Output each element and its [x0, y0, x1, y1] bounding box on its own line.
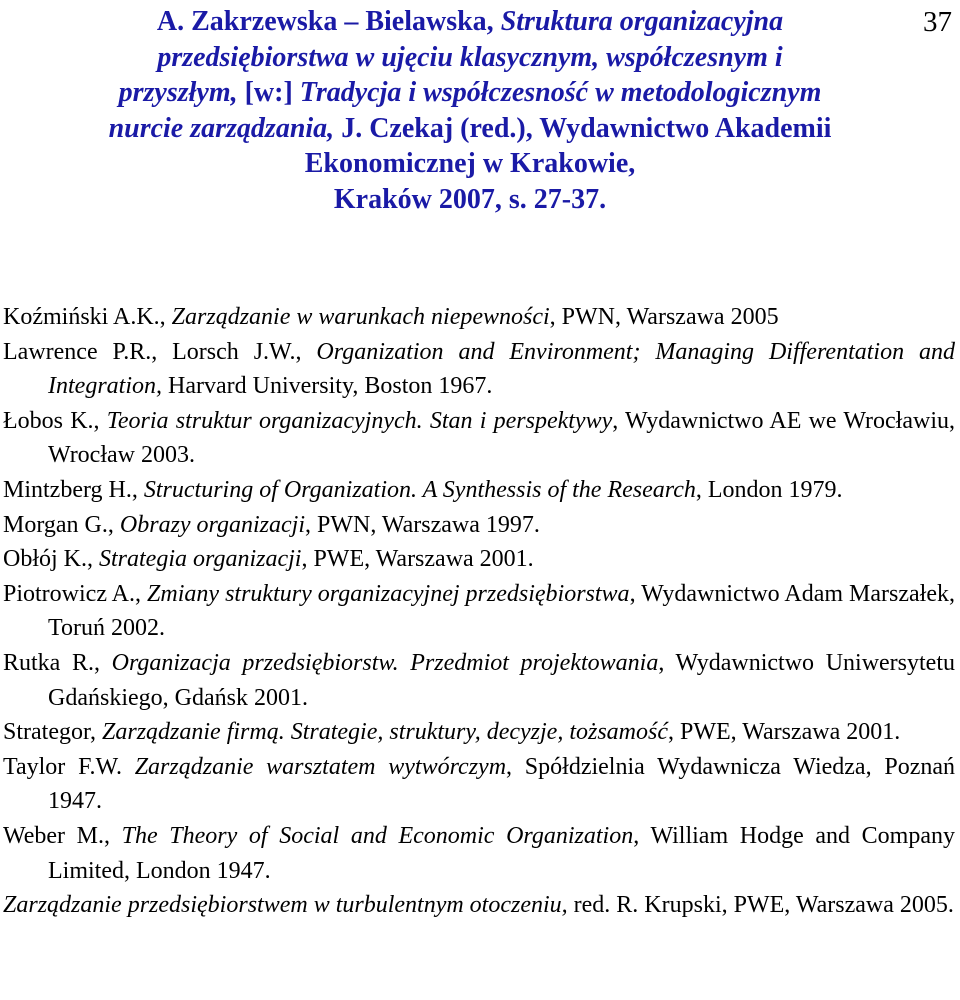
text-segment: A. Zakrzewska – Bielawska, — [156, 6, 501, 37]
text-segment: , Wydawnictwo AE we Wrocławiu, Wrocław 2003. — [48, 407, 955, 469]
text-segment: , PWE, Warszawa 2001. — [667, 719, 901, 746]
header-line — [0, 75, 940, 111]
bibliography-entry — [3, 542, 955, 577]
bibliography-list — [3, 300, 955, 923]
page-number: 37 — [923, 6, 952, 38]
bibliography-entry — [3, 335, 955, 404]
bibliography-entry — [3, 819, 955, 888]
text-segment: Strategor, — [3, 719, 103, 746]
text-segment: Łobos K., — [3, 407, 107, 434]
header-line — [0, 111, 940, 147]
bibliography-entry — [3, 646, 955, 715]
text-segment: Lawrence P.R., Lorsch J.W., — [3, 338, 317, 365]
header-citation — [0, 4, 940, 217]
italic-segment: Organization and Environment; Managing Differentation and Integration, — [48, 338, 955, 400]
text-segment: , Wydawnictwo Uniwersytetu Gdańskiego, Gdańsk 2001. — [48, 649, 955, 711]
text-segment: Ekonomicznej w Krakowie, — [304, 148, 636, 179]
bibliography-entry — [3, 750, 955, 819]
text-segment: Obłój K., — [3, 546, 99, 573]
text-segment: , PWN, Warszawa 1997. — [305, 511, 540, 538]
bibliography-entry — [3, 715, 955, 750]
text-segment: Kraków 2007, s. 27-37. — [333, 183, 607, 215]
text-segment: Morgan G., — [3, 511, 120, 538]
bibliography-entry — [3, 577, 955, 646]
text-segment: [w:] — [244, 77, 300, 108]
bibliography-entry — [3, 473, 955, 508]
header-line — [0, 4, 940, 40]
italic-segment: Zarządzanie w warunkach niepewności — [171, 304, 550, 330]
italic-segment: Obrazy organizacji — [119, 511, 305, 538]
text-segment: , PWN, Warszawa 2005 — [549, 304, 779, 330]
text-segment: Harvard University, Boston 1967. — [162, 373, 493, 400]
italic-segment: przedsiębiorstwa w ujęciu klasycznym, współczesnym i — [157, 41, 783, 73]
italic-segment: Zarządzanie przedsiębiorstwem w turbulentnym otoczeniu, — [3, 892, 568, 919]
text-segment: , William Hodge and Company Limited, London 1947. — [48, 822, 956, 884]
header-line — [0, 182, 940, 218]
text-segment: , Wydawnictwo Adam Marszałek, Toruń 2002. — [48, 580, 955, 642]
italic-segment: przyszłym, — [118, 77, 245, 108]
italic-segment: Zmiany struktury organizacyjnej przedsiębiorstwa — [147, 580, 630, 607]
text-segment: Taylor F.W. — [3, 753, 135, 780]
italic-segment: Zarządzanie warsztatem wytwórczym — [134, 753, 507, 780]
italic-segment: Structuring of Organization. A Synthessis of the Research — [143, 476, 696, 503]
italic-segment: Teoria struktur organizacyjnych. Stan i perspektywy — [106, 407, 613, 434]
text-segment: Mintzberg H., — [3, 476, 144, 503]
italic-segment: Strategia organizacji — [99, 546, 302, 573]
text-segment: Rutka R., — [3, 649, 112, 676]
header-line — [0, 146, 940, 182]
italic-segment: Zarządzanie firmą. Strategie, struktury, decyzje, tożsamość — [102, 719, 668, 746]
bibliography-entry — [3, 508, 955, 543]
italic-segment: The Theory of Social and Economic Organization — [121, 822, 634, 849]
bibliography-entry — [3, 300, 955, 335]
italic-segment: Organizacja przedsiębiorstw. Przedmiot projektowania — [111, 649, 659, 676]
bibliography-entry — [3, 404, 955, 473]
text-segment: Weber M., — [3, 822, 122, 849]
text-segment: Piotrowicz A., — [3, 580, 148, 607]
text-segment: , Spółdzielnia Wydawnicza Wiedza, Poznań 1947. — [48, 753, 955, 815]
text-segment: Koźmiński A.K., — [3, 304, 172, 330]
italic-segment: Tradycja i współczesność w metodologicznym — [299, 77, 822, 108]
text-segment: J. Czekaj (red.), Wydawnictwo Akademii — [341, 112, 832, 144]
text-segment: , London 1979. — [695, 476, 843, 503]
header-line — [0, 40, 940, 76]
text-segment: , PWE, Warszawa 2001. — [301, 546, 534, 573]
italic-segment: Struktura organizacyjna — [500, 6, 784, 37]
text-segment: red. R. Krupski, PWE, Warszawa 2005. — [567, 892, 954, 919]
italic-segment: nurcie zarządzania, — [108, 112, 342, 144]
bibliography-entry — [3, 888, 955, 923]
